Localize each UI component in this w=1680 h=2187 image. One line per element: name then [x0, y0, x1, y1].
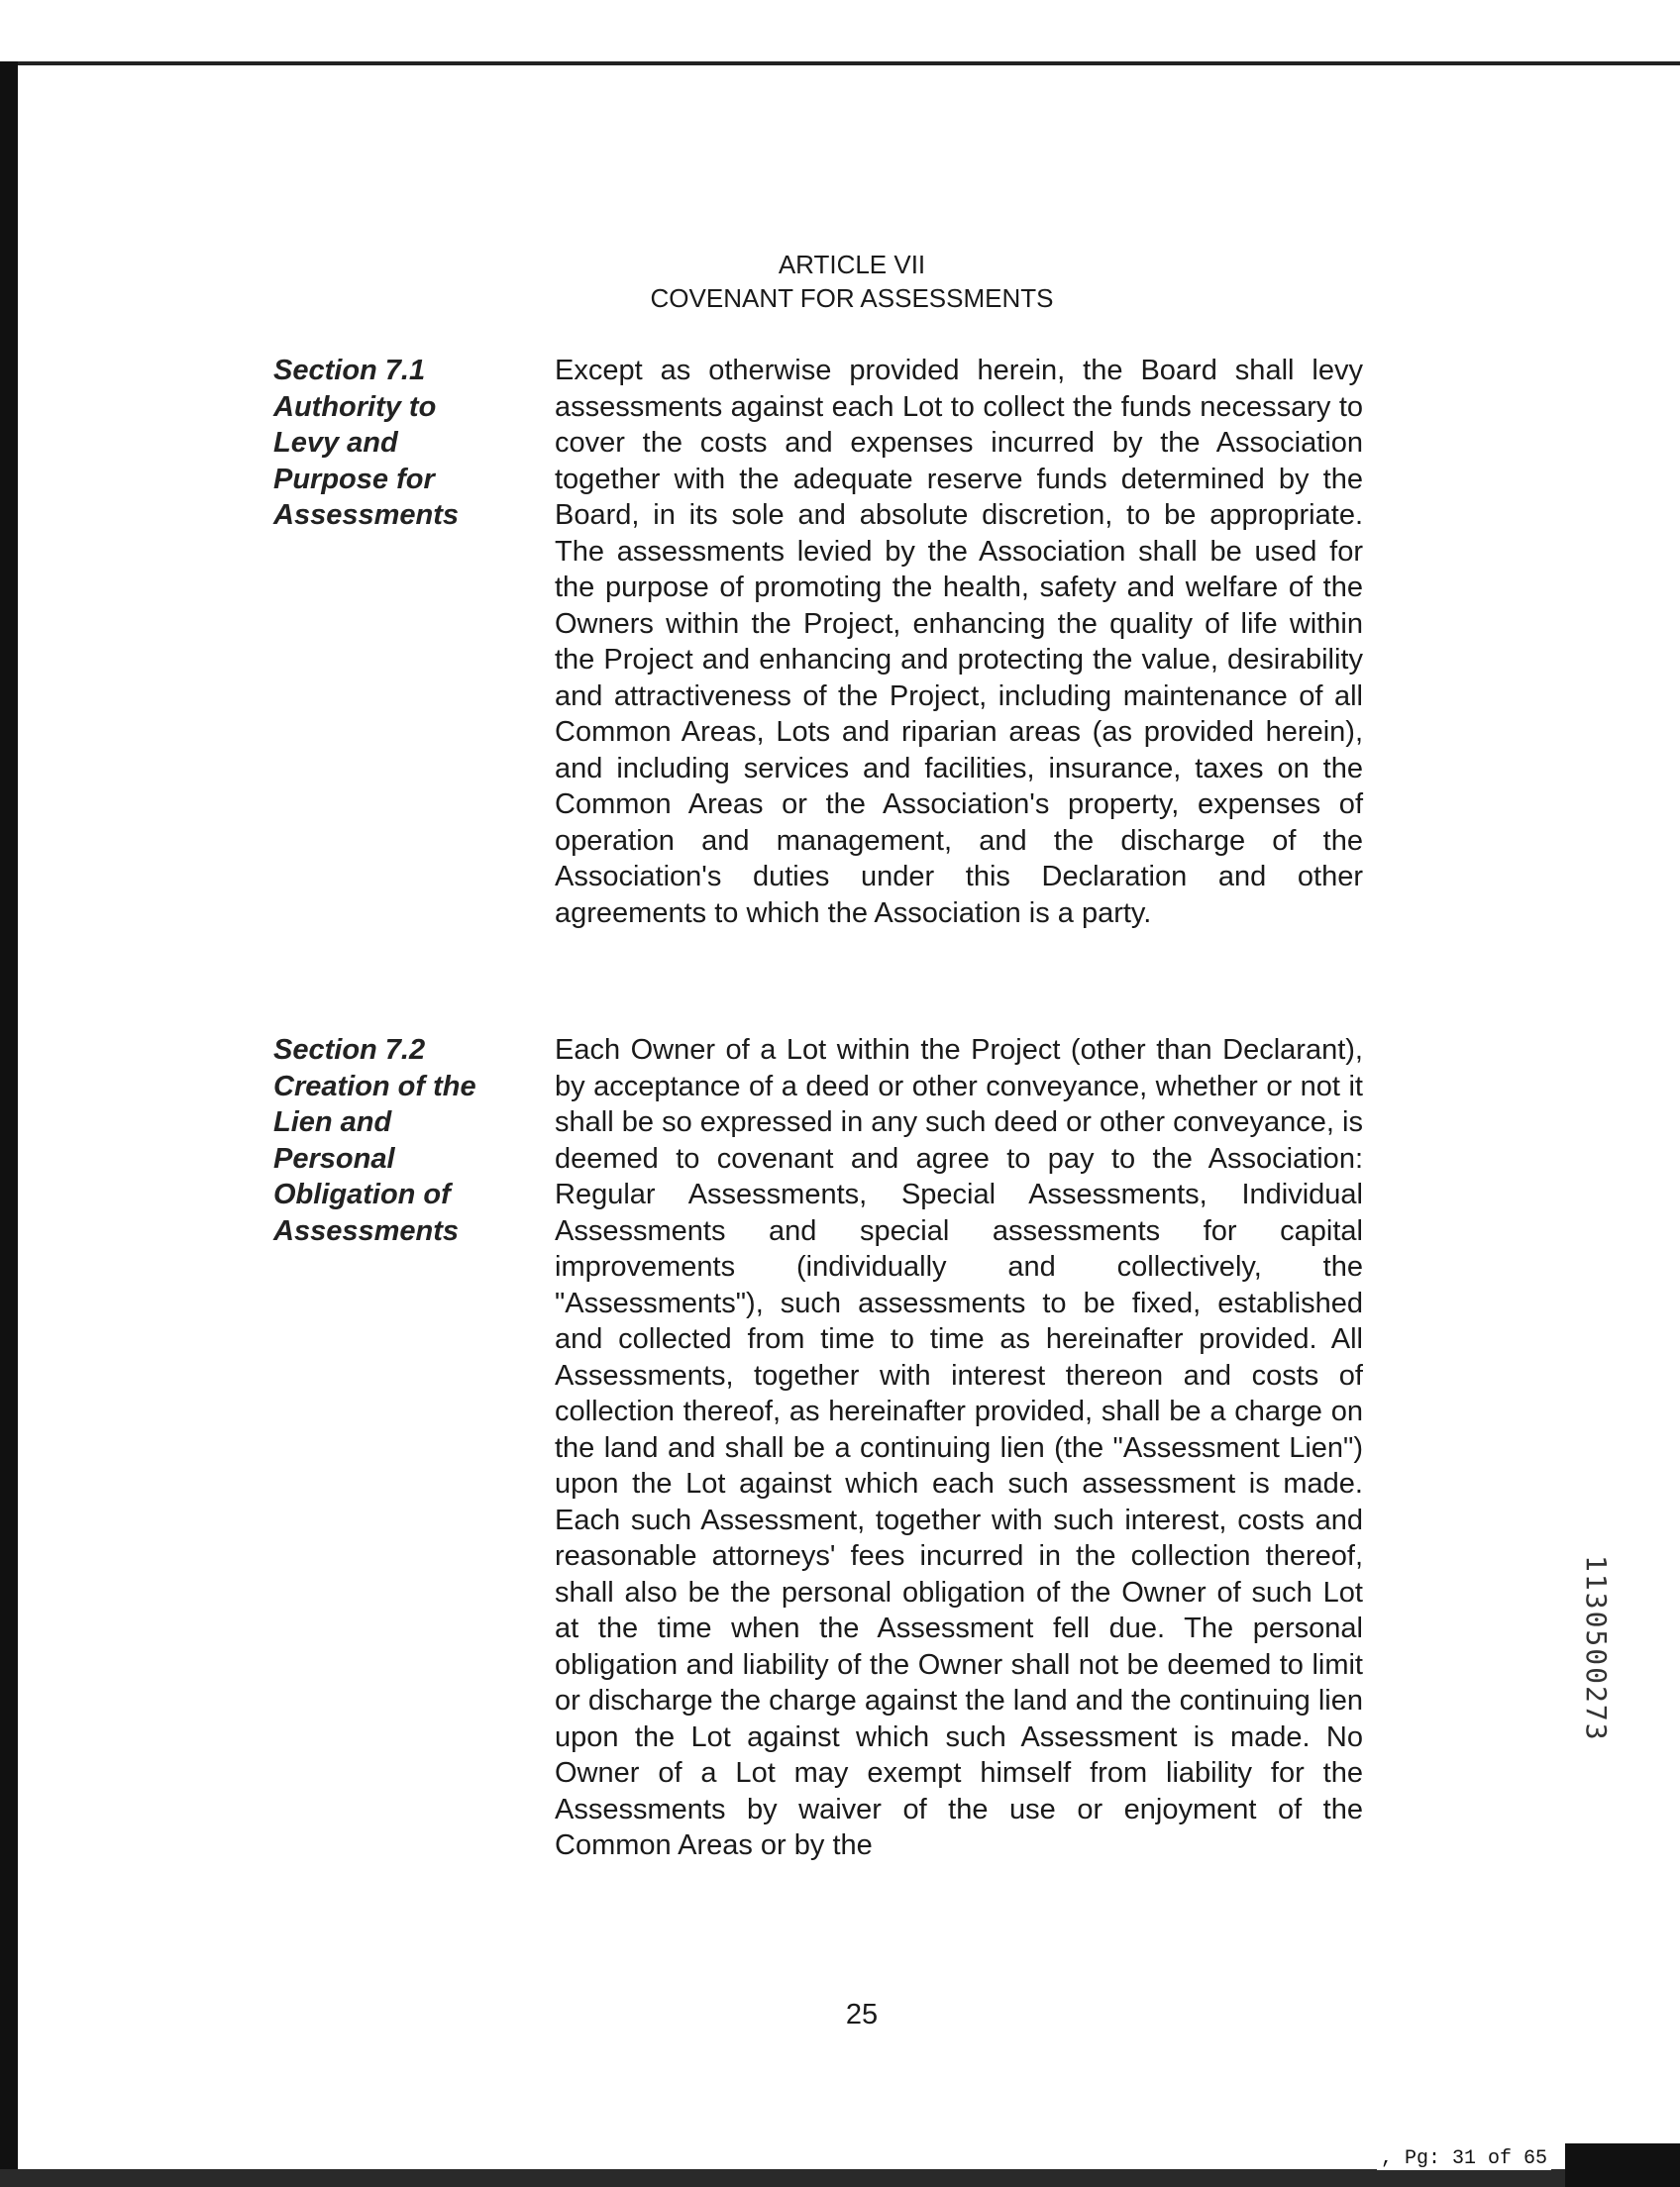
recording-number: 1130500273	[1580, 1555, 1613, 1742]
article-heading	[555, 248, 1149, 315]
article-number: ARTICLE VII	[778, 250, 926, 279]
scan-top-edge	[0, 61, 1680, 65]
section-label-line: Levy and	[273, 427, 398, 459]
section-label-line: Section 7.1	[273, 355, 426, 386]
section-label-line: Assessments	[273, 1214, 459, 1247]
section-label-line: Personal	[273, 1142, 395, 1175]
section-label-line: Lien and	[273, 1106, 392, 1138]
page-number: 25	[845, 1999, 879, 2031]
section-label	[273, 1032, 511, 1249]
section-label-line: Purpose for	[273, 463, 435, 495]
scan-left-edge	[0, 61, 18, 2187]
page-stamp: , Pg: 31 of 65	[1377, 2147, 1551, 2170]
article-title: COVENANT FOR ASSESSMENTS	[650, 283, 1054, 313]
section-label-line: Creation of the	[273, 1070, 476, 1102]
section-label	[273, 353, 511, 534]
section-body: Except as otherwise provided herein, the Board shall levy assessments against each Lot to collect the funds necessary to cover the costs and expenses incurred by the Association together with the adequate reserve funds determined by the Board, in its sole and absolute discretion, to be appropriate. The assessments levied by the Association shall be used for the purpose of promoting the health, safety and welfare of the Owners within the Project, enhancing the quality of life within the Project and enhancing and protecting the value, desirability and attractiveness of the Project, including maintenance of all Common Areas, Lots and riparian areas (as provided herein), and including services and facilities, insurance, taxes on the Common Areas or the Association's property, expenses of operation and management, and the discharge of the Association's duties under this Declaration and other agreements to which the Association is a party.	[555, 355, 1363, 929]
scan-bottom-edge	[0, 2169, 1680, 2187]
section-label-line: Obligation of	[273, 1179, 451, 1210]
section-label-line: Section 7.2	[273, 1034, 426, 1066]
section-body: Each Owner of a Lot within the Project (other than Declarant), by acceptance of a deed or other conveyance, whether or not it shall be so expressed in any such deed or other conveyance, is deemed to covenant and agree to pay to the Association: Regular Assessments, Special Assessments, Individual Assessments and special assessments for capital improvements (individually and collectively, the "Assessments"), such assessments to be fixed, established and collected from time to time as hereinafter provided. All Assessments, together with interest thereon and costs of collection thereof, as hereinafter provided, shall be a charge on the land and shall be a continuing lien (the "Assessment Lien") upon the Lot against which each such assessment is made. Each such Assessment, together with such interest, costs and reasonable attorneys' fees incurred in the collection thereof, shall also be the personal obligation of the Owner of such Lot at the time when the Assessment fell due. The personal obligation and liability of the Owner shall not be deemed to limit or discharge the charge against the land and the continuing lien upon the Lot against which such Assessment is made. No Owner of a Lot may exempt himself from liability for the Assessments by waiver of the use or enjoyment of the Common Areas or by the	[555, 1034, 1363, 1861]
section-label-line: Assessments	[273, 499, 459, 531]
scan-bottom-right-edge	[1565, 2143, 1680, 2187]
section-label-line: Authority to	[273, 390, 437, 423]
